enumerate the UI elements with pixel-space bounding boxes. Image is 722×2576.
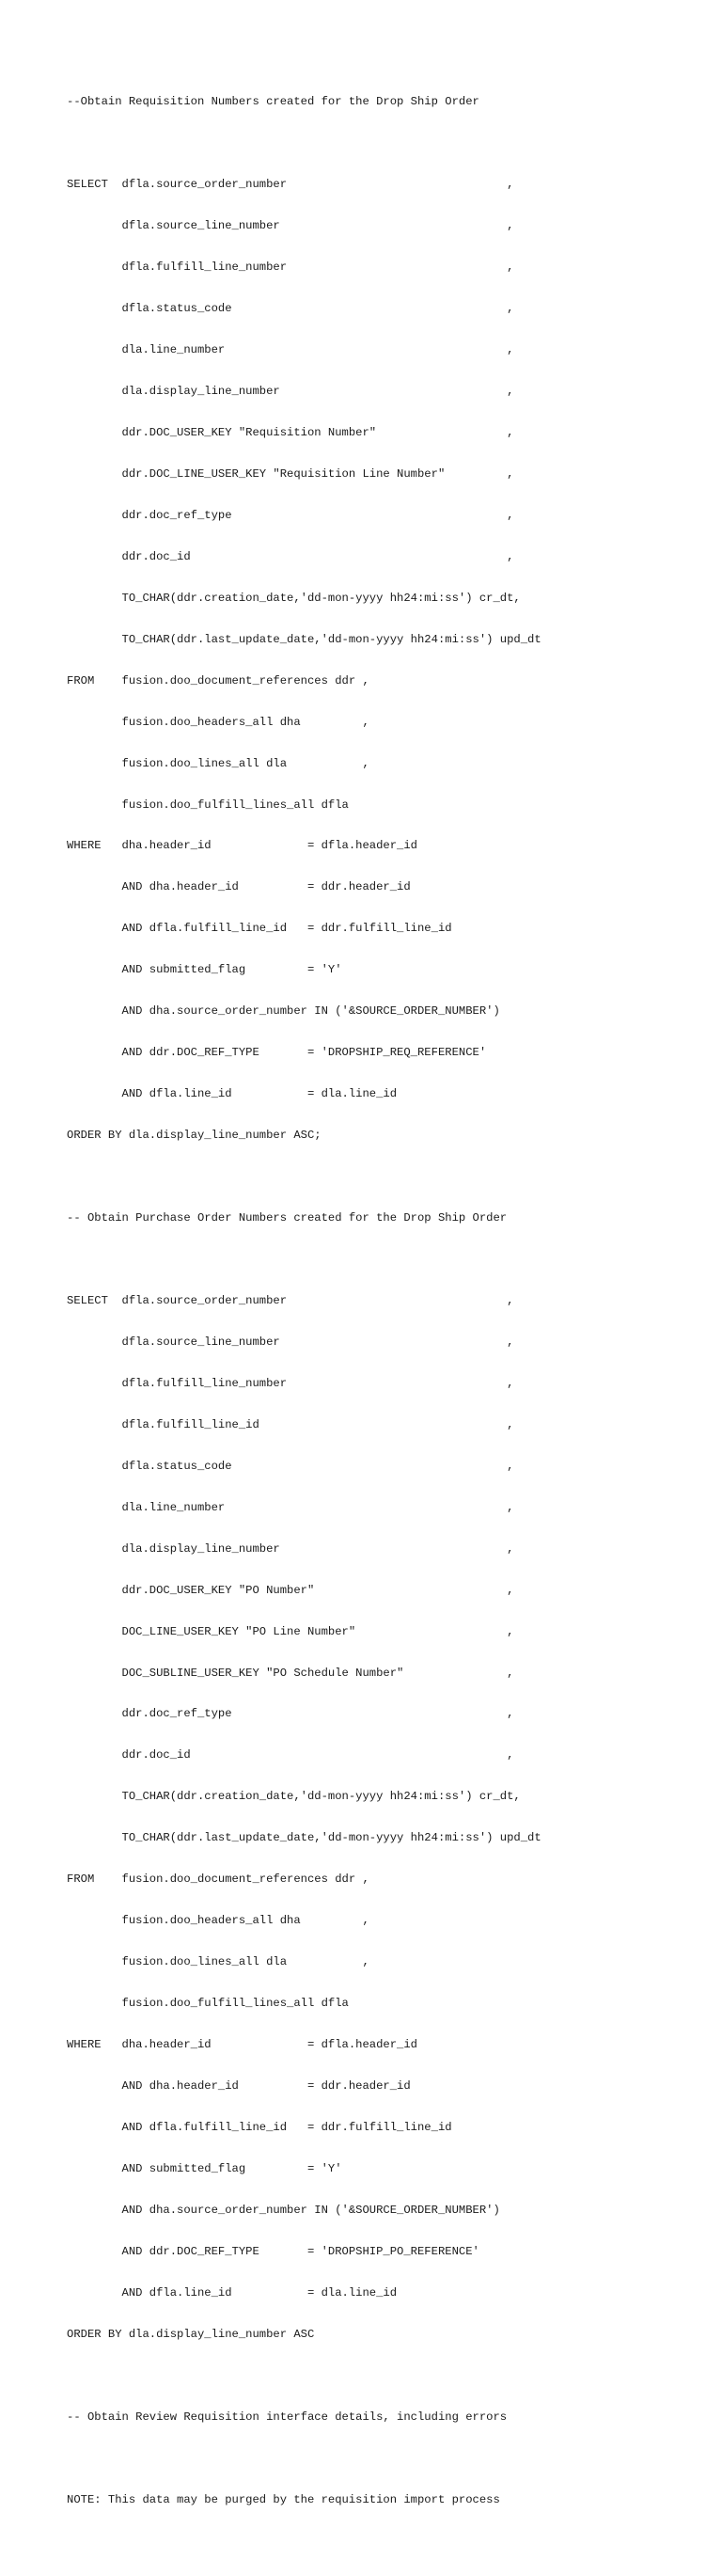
code-line: AND submitted_flag = 'Y' xyxy=(67,963,342,977)
code-line: dfla.status_code , xyxy=(67,302,514,316)
code-line: dla.line_number , xyxy=(67,343,514,357)
code-line: fusion.doo_lines_all dla , xyxy=(67,756,369,770)
code-line: ORDER BY dla.display_line_number ASC xyxy=(67,2327,315,2341)
code-line: fusion.doo_lines_all dla , xyxy=(67,1955,369,1969)
comment-line-review-requisition xyxy=(67,2452,542,2466)
code-line: AND dha.source_order_number IN ('&SOURCE_ORDER_NUMBER') xyxy=(67,1004,500,1019)
code-line: ddr.doc_ref_type , xyxy=(67,1707,514,1721)
blank-line: -- Obtain Review Requisition interface details, including errors xyxy=(67,2410,508,2424)
code-line: fusion.doo_headers_all dha , xyxy=(67,715,369,729)
code-line: dfla.fulfill_line_number , xyxy=(67,261,514,275)
code-line: WHERE dha.header_id = dfla.header_id xyxy=(67,2038,417,2052)
code-line: ddr.DOC_USER_KEY "PO Number" , xyxy=(67,1583,514,1597)
code-line: TO_CHAR(ddr.creation_date,'dd-mon-yyyy hh24:mi:ss') cr_dt, xyxy=(67,1790,521,1804)
code-line: fusion.doo_fulfill_lines_all dfla xyxy=(67,798,349,812)
code-line: dla.line_number , xyxy=(67,1500,514,1514)
code-line: SELECT dfla.source_order_number , xyxy=(67,1293,514,1307)
code-line: TO_CHAR(ddr.last_update_date,'dd-mon-yyyy hh24:mi:ss') upd_dt xyxy=(67,1831,542,1845)
comment-line-requisition-heading: --Obtain Requisition Numbers created for the Drop Ship Order xyxy=(67,95,479,109)
code-line: fusion.doo_headers_all dha , xyxy=(67,1914,369,1928)
code-line: TO_CHAR(ddr.last_update_date,'dd-mon-yyyy hh24:mi:ss') upd_dt xyxy=(67,632,542,646)
code-line: ddr.doc_ref_type , xyxy=(67,508,514,522)
code-line: dla.display_line_number , xyxy=(67,1541,514,1556)
code-line: ddr.doc_id , xyxy=(67,549,514,563)
code-line xyxy=(67,2369,542,2383)
code-line: dfla.status_code , xyxy=(67,1459,514,1473)
code-line: dfla.fulfill_line_id , xyxy=(67,1417,514,1431)
code-line: AND dfla.fulfill_line_id = ddr.fulfill_line_id xyxy=(67,922,452,936)
code-line: AND ddr.DOC_REF_TYPE = 'DROPSHIP_PO_REFERENCE' xyxy=(67,2244,479,2258)
code-line: AND dha.source_order_number IN ('&SOURCE_ORDER_NUMBER') xyxy=(67,2203,500,2217)
code-line: AND dfla.fulfill_line_id = ddr.fulfill_line_id xyxy=(67,2121,452,2135)
blank-line xyxy=(67,1253,542,1267)
code-line: AND ddr.DOC_REF_TYPE = 'DROPSHIP_REQ_REFERENCE' xyxy=(67,1046,487,1060)
code-line: AND submitted_flag = 'Y' xyxy=(67,2161,342,2175)
code-line: ddr.DOC_USER_KEY "Requisition Number" , xyxy=(67,425,514,439)
code-line: ddr.doc_id , xyxy=(67,1748,514,1762)
code-line: FROM fusion.doo_document_references ddr , xyxy=(67,673,369,687)
code-line: DOC_SUBLINE_USER_KEY "PO Schedule Number" , xyxy=(67,1666,514,1680)
blank-line xyxy=(67,1170,542,1184)
blank-line: NOTE: This data may be purged by the requisition import process xyxy=(67,2492,500,2506)
comment-line-po-heading: -- Obtain Purchase Order Numbers created for the Drop Ship Order xyxy=(67,1211,508,1225)
code-line: dfla.source_line_number , xyxy=(67,219,514,233)
note-line xyxy=(67,2535,542,2549)
code-line: WHERE dha.header_id = dfla.header_id xyxy=(67,839,417,853)
code-line: AND dha.header_id = ddr.header_id xyxy=(67,2079,411,2094)
code-line: ORDER BY dla.display_line_number ASC; xyxy=(67,1129,322,1143)
code-line: dfla.fulfill_line_number , xyxy=(67,1376,514,1390)
sql-code-block xyxy=(67,68,542,2576)
blank-line xyxy=(67,136,542,150)
code-line: AND dfla.line_id = dla.line_id xyxy=(67,2285,398,2299)
code-line: dla.display_line_number , xyxy=(67,384,514,398)
code-line: SELECT dfla.source_order_number , xyxy=(67,178,514,192)
code-line: TO_CHAR(ddr.creation_date,'dd-mon-yyyy hh24:mi:ss') cr_dt, xyxy=(67,591,521,605)
code-line: fusion.doo_fulfill_lines_all dfla xyxy=(67,1997,349,2011)
code-line: ddr.DOC_LINE_USER_KEY "Requisition Line Number" , xyxy=(67,466,514,481)
code-line: DOC_LINE_USER_KEY "PO Line Number" , xyxy=(67,1624,514,1638)
code-line: AND dha.header_id = ddr.header_id xyxy=(67,880,411,894)
code-line: dfla.source_line_number , xyxy=(67,1335,514,1349)
code-line: FROM fusion.doo_document_references ddr , xyxy=(67,1873,369,1887)
code-line: AND dfla.line_id = dla.line_id xyxy=(67,1087,398,1101)
